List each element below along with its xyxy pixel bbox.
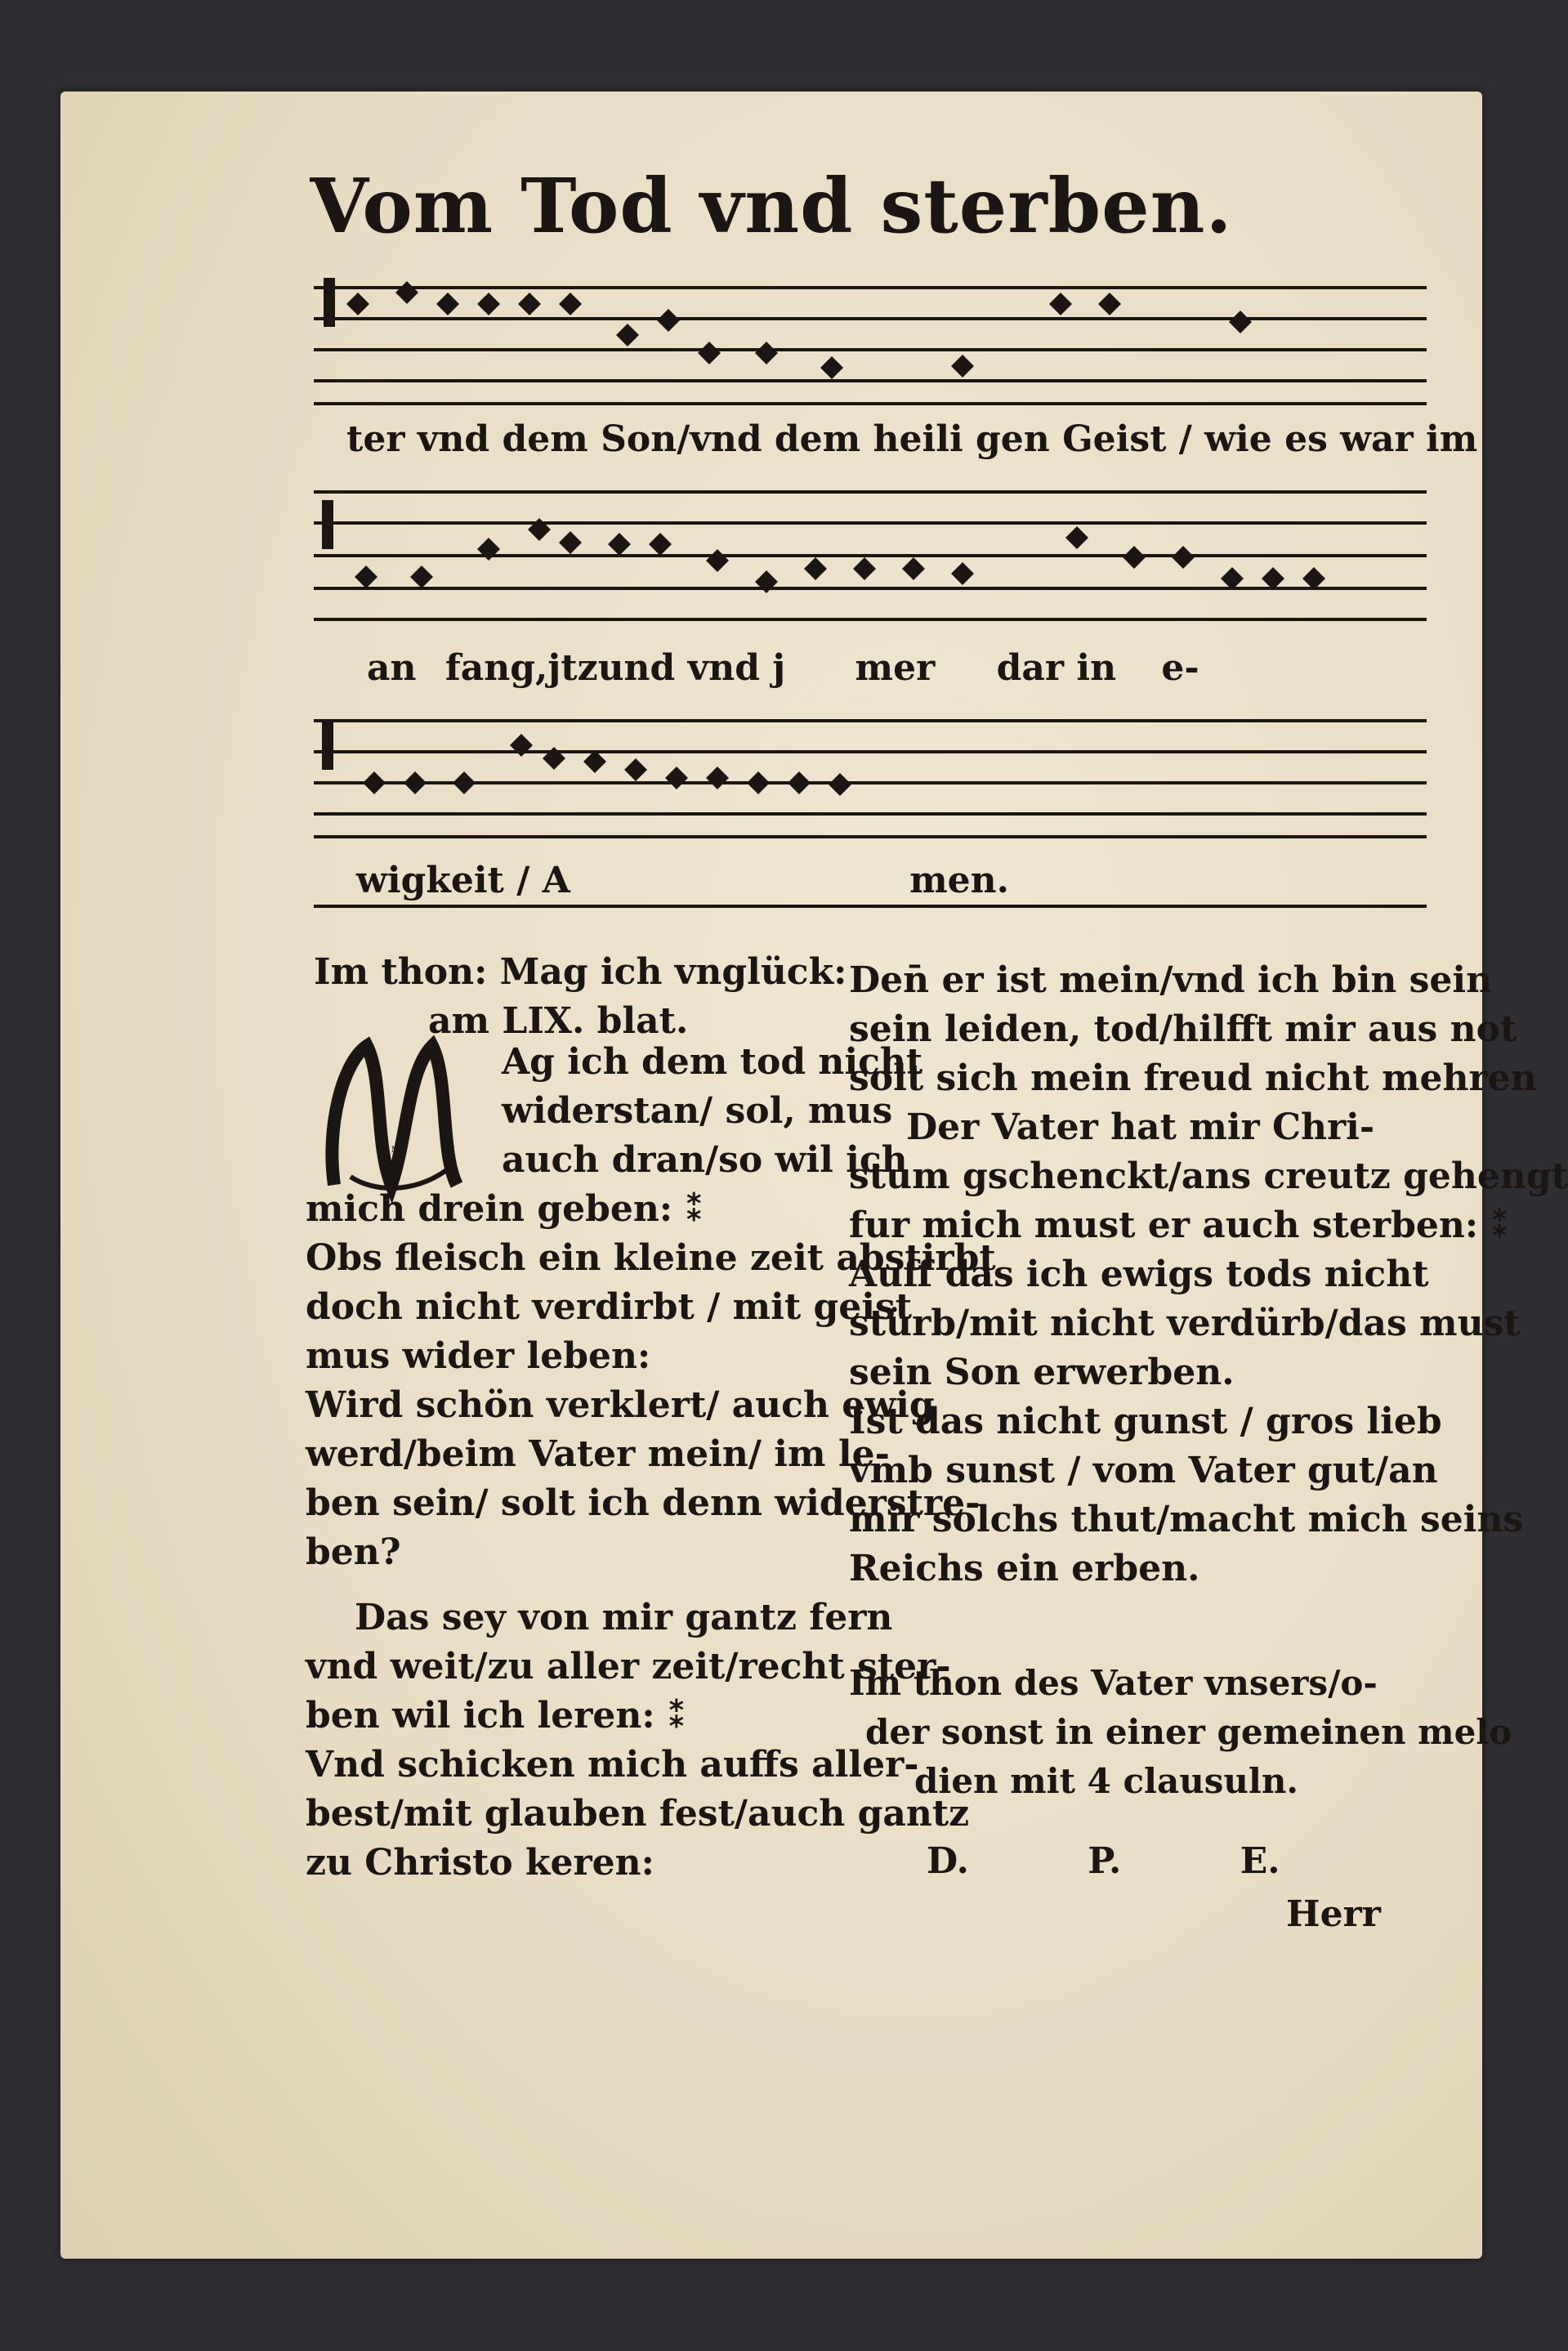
heading2-line-2: der sonst in einer gemeinen melo — [865, 1712, 1512, 1752]
verse2-line-4: Vnd schicken mich auffs aller- — [306, 1744, 919, 1786]
page-title: Vom Tod vnd sterben. — [310, 162, 1233, 250]
right-line-5: stum gschenckt/ans creutz gehengt — [849, 1155, 1568, 1197]
staff-3-lyrics — [356, 860, 1009, 901]
heading2-line-1: Im thon des Vater vnsers/o- — [849, 1663, 1378, 1703]
left-verse-2 — [306, 1593, 970, 1888]
right-verse — [849, 956, 1568, 1593]
right-line-13: Reichs ein erben. — [849, 1548, 1200, 1589]
drop-cap-ornament-icon — [318, 1030, 473, 1201]
staff-2-lyrics — [367, 647, 1429, 689]
voice-letter-e: E. — [1240, 1840, 1280, 1882]
lyric-2e: e- — [1161, 647, 1199, 689]
right-line-8: stürb/mit nicht verdürb/das must — [849, 1303, 1521, 1344]
music-staff-3 — [314, 704, 1427, 851]
verse1-line-7: mus wider leben: — [306, 1335, 651, 1377]
staff-1-lyrics — [346, 418, 1477, 460]
heading2-line-3: dien mit 4 clausuln. — [914, 1761, 1299, 1801]
verse2-line-2: vnd weit/zu aller zeit/recht ster- — [306, 1646, 951, 1687]
lyric-1c: war im — [1340, 418, 1478, 460]
lyric-3b: men. — [909, 860, 1009, 901]
voice-letter-d: D. — [927, 1840, 969, 1882]
lyric-3a: wigkeit / A — [356, 860, 570, 901]
staff-3-notation — [314, 704, 1427, 851]
music-staff-2 — [314, 476, 1427, 639]
verse1-line-3: auch dran/so wil ich — [502, 1139, 908, 1181]
verse1-line-2: widerstan/ sol, mus — [502, 1090, 893, 1132]
music-staff-1 — [314, 271, 1427, 410]
right-line-11: vmb sunst / vom Vater gut/an — [849, 1450, 1438, 1491]
voice-letters — [927, 1840, 1351, 1882]
left-verse-1-indented — [502, 1038, 923, 1185]
drop-cap — [318, 1030, 473, 1201]
right-line-4: Der Vater hat mir Chri- — [906, 1106, 1375, 1148]
right-heading-2 — [849, 1659, 1512, 1806]
verse1-line-9: werd/beim Vater mein/ im le- — [306, 1433, 890, 1475]
verse1-line-11: ben? — [306, 1531, 401, 1573]
right-line-3: solt sich mein freud nicht mehren — [849, 1057, 1537, 1099]
left-verse-1 — [306, 1185, 996, 1577]
staff-divider — [314, 902, 1427, 910]
left-heading-line-1: Im thon: Mag ich vnglück: — [314, 951, 847, 993]
right-line-7: Auff das ich ewigs tods nicht — [849, 1254, 1429, 1295]
verse1-line-4: mich drein geben: ⁑ — [306, 1188, 704, 1230]
verse1-line-6: doch nicht verdirbt / mit geist — [306, 1286, 913, 1328]
book-page — [60, 92, 1568, 2259]
staff-1-notation — [314, 271, 1427, 410]
verse2-line-3: ben wil ich leren: ⁑ — [306, 1695, 686, 1736]
verse1-line-5: Obs fleisch ein kleine zeit abstirbt — [306, 1237, 996, 1279]
drop-cap-letter: M — [391, 1146, 400, 1155]
lyric-2c: mer — [855, 647, 936, 689]
right-line-2: sein leiden, tod/hilfft mir aus not — [849, 1008, 1517, 1050]
verse2-line-6: zu Christo keren: — [306, 1842, 654, 1884]
staff-2-notation — [314, 476, 1427, 639]
lyric-2b: fang,jtzund vnd j — [444, 647, 786, 689]
right-line-9: sein Son erwerben. — [849, 1352, 1235, 1393]
verse2-line-5: best/mit glauben fest/auch gantz — [306, 1793, 970, 1835]
verse2-line-1: Das sey von mir gantz fern — [355, 1597, 893, 1638]
right-line-1: Den̄ er ist mein/vnd ich bin sein — [849, 959, 1493, 1001]
catchword: Herr — [1286, 1893, 1381, 1935]
voice-letter-p: P. — [1088, 1840, 1122, 1882]
right-line-10: Ist das nicht gunst / gros lieb — [849, 1401, 1442, 1442]
lyric-1b: / wie es — [1178, 418, 1328, 460]
verse1-line-1: Ag ich dem tod nicht — [502, 1041, 923, 1083]
lyric-1a: ter vnd dem Son/vnd dem heili gen Geist — [346, 418, 1167, 460]
left-heading-line-2: am LIX. blat. — [428, 1000, 689, 1042]
verse1-line-8: Wird schön verklert/ auch ewig — [306, 1384, 935, 1426]
lyric-2d: dar in — [996, 647, 1117, 689]
lyric-2a: an — [367, 647, 417, 689]
right-line-12: mir solchs thut/macht mich seins — [849, 1499, 1524, 1540]
right-line-6: fur mich must er auch sterben: ⁑ — [849, 1205, 1510, 1246]
verse1-line-10: ben sein/ solt ich denn widerstre- — [306, 1482, 981, 1524]
